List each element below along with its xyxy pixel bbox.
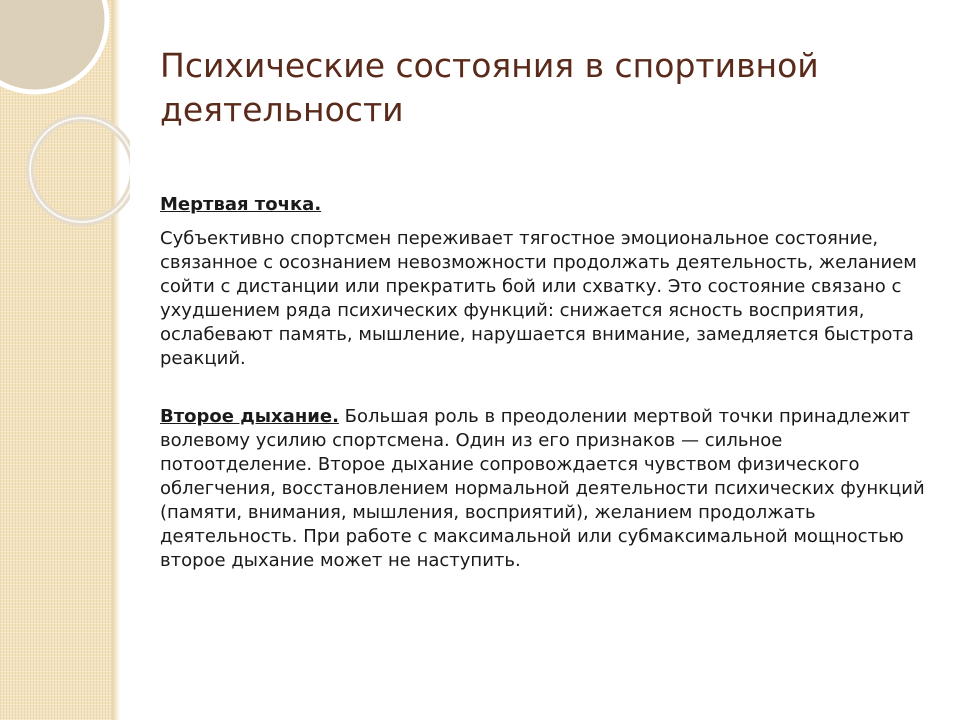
decorative-circles: [0, 0, 130, 260]
slide-title: Психические состояния в спортивной деятельности: [160, 46, 819, 129]
decorative-disc: [0, 0, 107, 92]
section-second-wind: [160, 405, 930, 573]
slide-body: [160, 193, 930, 573]
section-text-dead-point: Субъективно спортсмен переживает тягостное эмоциональное состояние, связанное с осознанием невозможности продолжать деятельность, желанием сойти с дистанции или прекратить бой или схватку. Это состояние связано с ухудшением ряда психических функций: снижается ясность восприятия, ослабевают память, мышление, нарушается внимание, замедляется быстрота реакций.: [160, 228, 917, 369]
section-heading-dead-point: Мертвая точка.: [160, 194, 322, 215]
section-heading-second-wind: Второе дыхание.: [160, 406, 339, 427]
section-text-second-wind: Большая роль в преодолении мертвой точки принадлежит волевому усилию спортсмена. Один из его признаков — сильное потоотделение. Второе дыхание сопровождается чувством физического облегчения, восстановлением нормальной деятельности психических функций (памяти, внимания, мышления, восприятий), желанием продолжать деятельность. При работе с максимальной или субмаксимальной мощностью второе дыхание может не наступить.: [160, 406, 925, 571]
